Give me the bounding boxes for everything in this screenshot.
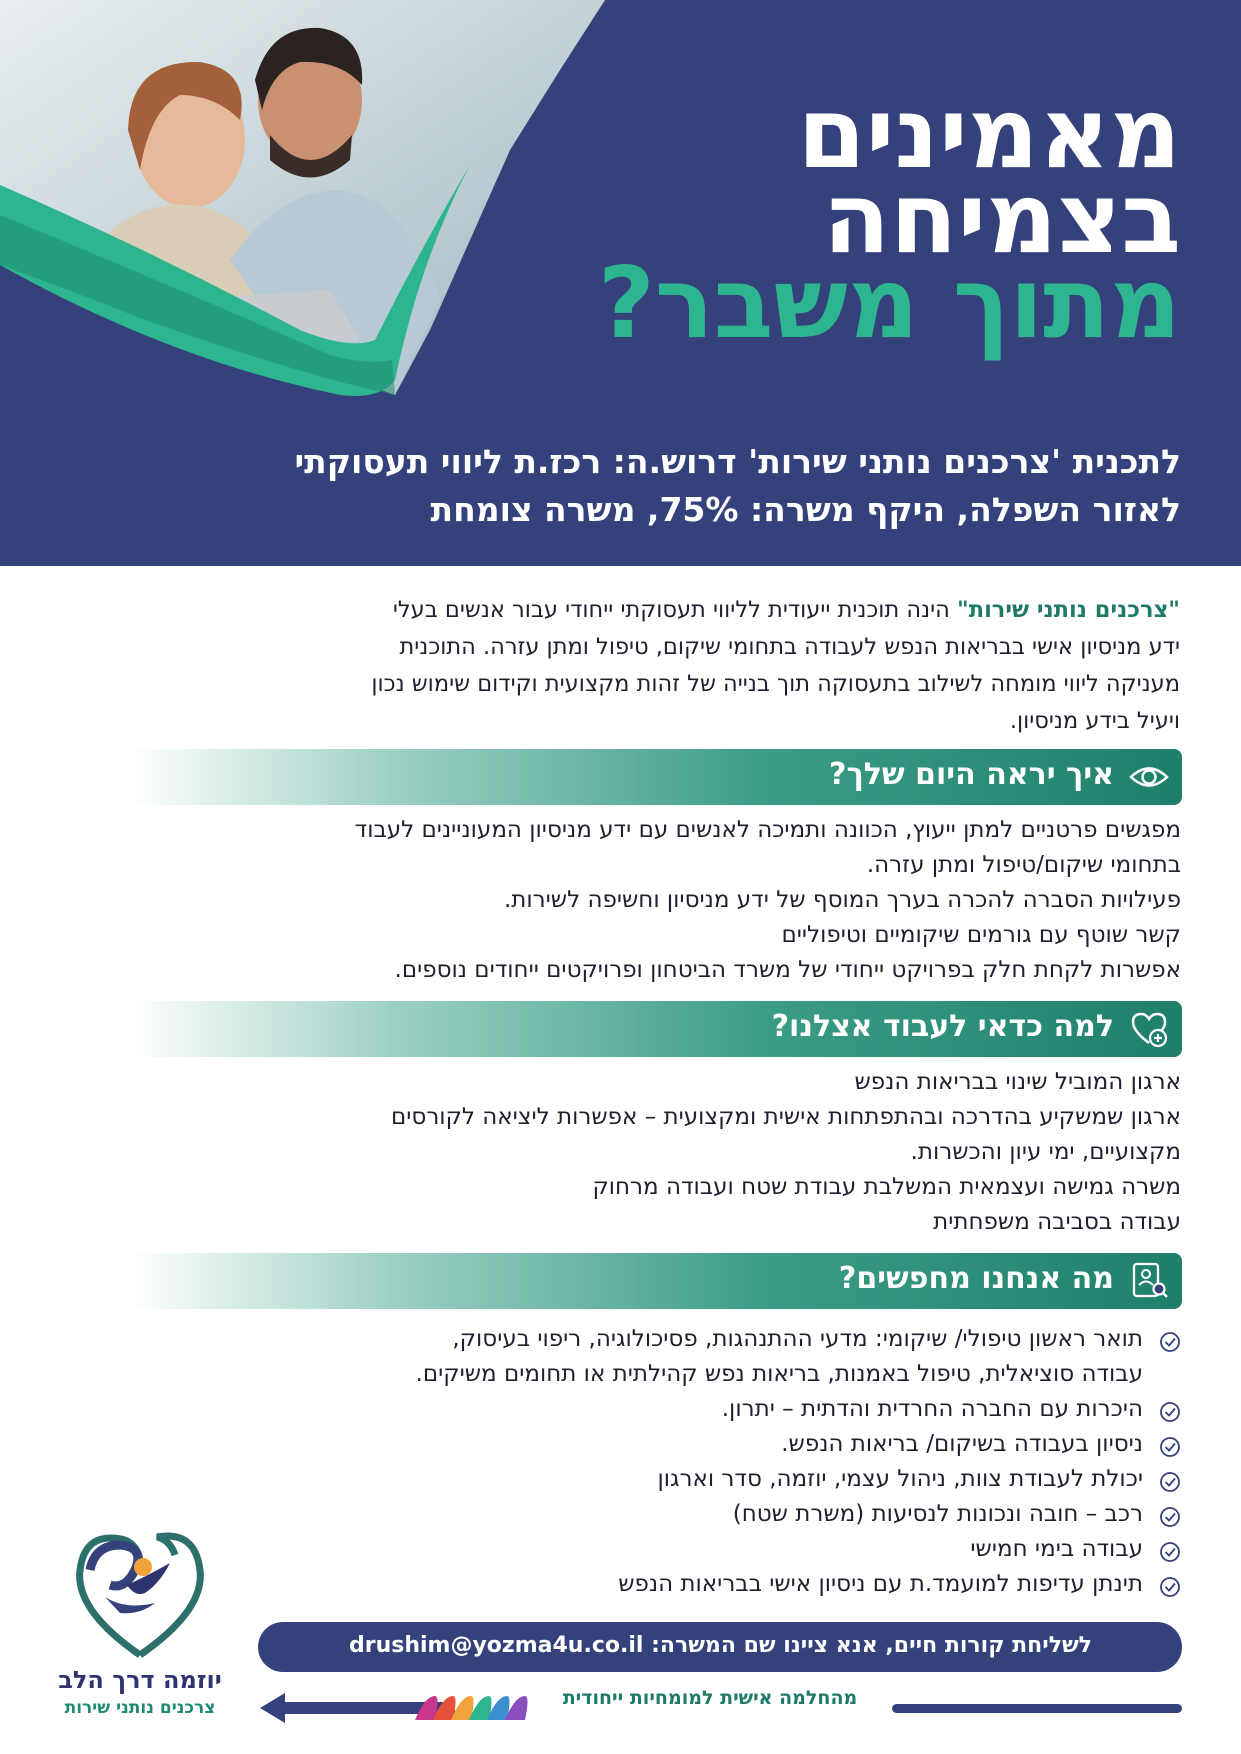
section-title-why: למה כדאי לעבוד אצלנו? xyxy=(771,1009,1114,1044)
check-circle-icon xyxy=(1159,1331,1181,1353)
check-circle-icon xyxy=(1159,1506,1181,1528)
intro-line-4: ויעיל בידע מניסיון. xyxy=(1009,708,1180,734)
requirement-item xyxy=(121,1392,1181,1427)
requirement-text: תינתן עדיפות למועמד.ת עם ניסיון אישי בבריאות הנפש xyxy=(618,1571,1143,1597)
profile-search-icon xyxy=(1128,1261,1170,1301)
heart-plus-icon xyxy=(1128,1009,1170,1049)
requirement-item xyxy=(121,1462,1181,1497)
check-circle-icon xyxy=(1159,1436,1181,1458)
requirement-text: יכולת לעבודת צוות, ניהול עצמי, יוזמה, סדר וארגון xyxy=(657,1466,1143,1492)
header-photo xyxy=(0,0,620,440)
day-line: מפגשים פרטניים למתן ייעוץ, הכוונה ותמיכה לאנשים עם ידע מניסיון המעוניינים לעבוד xyxy=(354,817,1181,843)
eye-icon xyxy=(1128,757,1170,797)
logo-subtitle: צרכנים נותני שירות xyxy=(64,1698,216,1718)
intro-line-1: "צרכנים נותני שירות" הינה תוכנית ייעודית לליווי תעסוקתי ייחודי עבור אנשים בעלי xyxy=(392,597,1180,623)
requirement-text: ניסיון בעבודה בשיקום/ בריאות הנפש. xyxy=(781,1431,1143,1457)
requirement-item xyxy=(121,1532,1181,1567)
requirement-item xyxy=(121,1497,1181,1532)
requirement-text: היכרות עם החברה החרדית והדתית – יתרון. xyxy=(721,1396,1143,1422)
title-line-2: בצמיחה xyxy=(822,162,1181,276)
day-line: פעילויות הסברה להכרה בערך המוסף של ידע מניסיון וחשיפה לשירות. xyxy=(503,887,1181,913)
section-header-day xyxy=(130,749,1182,805)
day-line: אפשרות לקחת חלק בפרויקט ייחודי של משרד הביטחון ופרויקטים ייחודים נוספים. xyxy=(394,957,1181,983)
program-name-highlight: "צרכנים נותני שירות" xyxy=(956,597,1180,623)
section-header-why xyxy=(130,1001,1182,1057)
section-header-looking xyxy=(130,1253,1182,1309)
why-line: מקצועיים, ימי עיון והכשרות. xyxy=(910,1139,1181,1165)
check-circle-icon xyxy=(1159,1576,1181,1598)
section-title-day: איך יראה היום שלך? xyxy=(829,757,1114,792)
requirements-list xyxy=(121,1322,1181,1602)
requirement-text: רכב – חובה ונכונות לנסיעות (משרת שטח) xyxy=(732,1501,1143,1527)
intro-line-2: ידע מניסיון אישי בבריאות הנפש לעבודה בתחומי שיקום, טיפול ומתן עזרה. התוכנית xyxy=(399,634,1180,660)
requirement-item xyxy=(121,1567,1181,1602)
title-line-3: מתוך משבר? xyxy=(597,247,1181,361)
section-body-why xyxy=(121,1065,1181,1240)
check-circle-icon xyxy=(1159,1471,1181,1493)
requirement-item xyxy=(121,1427,1181,1462)
why-line: ארגון שמשקיע בהדרכה ובהתפתחות אישית ומקצועית – אפשרות ליציאה לקורסים xyxy=(390,1104,1181,1130)
section-title-looking: מה אנחנו מחפשים? xyxy=(838,1261,1114,1296)
cv-contact-bar xyxy=(258,1622,1182,1672)
check-circle-icon xyxy=(1159,1401,1181,1423)
check-circle-icon xyxy=(1159,1541,1181,1563)
cv-contact-text[interactable]: לשליחת קורות חיים, אנא ציינו שם המשרה: drushim@yozma4u.co.il xyxy=(348,1633,1092,1658)
requirement-text: תואר ראשון טיפולי/ שיקומי: מדעי ההתנהגות, פסיכולוגיה, ריפוי בעיסוק, xyxy=(452,1326,1143,1352)
why-line: ארגון המוביל שינוי בבריאות הנפש xyxy=(854,1069,1181,1095)
slogan-arrow-left xyxy=(255,1688,535,1728)
subtitle-line-2: לאזור השפלה, היקף משרה: 75%, משרה צומחת xyxy=(430,490,1181,529)
day-line: בתחומי שיקום/טיפול ומתן עזרה. xyxy=(866,852,1181,878)
header-banner xyxy=(0,0,1241,566)
intro-paragraph xyxy=(140,592,1180,740)
why-line: עבודה בסביבה משפחתית xyxy=(933,1209,1181,1235)
why-line: משרה גמישה ועצמאית המשלבת עבודת שטח ועבודה מרחוק xyxy=(592,1174,1181,1200)
section-body-day xyxy=(121,813,1181,988)
subtitle-line-1: לתכנית 'צרכנים נותני שירות' דרוש.ה: רכז.ת ליווי תעסוקתי xyxy=(294,442,1181,481)
intro-line-3: מעניקה ליווי מומחה לשילוב בתעסוקה תוך בנייה של זהות מקצועית וקידום שימוש נכון xyxy=(371,671,1180,697)
requirement-item xyxy=(121,1322,1181,1392)
logo-name: יוזמה דרך הלב xyxy=(58,1666,222,1694)
slogan-text: מהחלמה אישית למומחיות ייחודית xyxy=(562,1687,858,1709)
organization-logo xyxy=(65,1515,215,1665)
requirement-text: עבודה בימי חמישי xyxy=(970,1536,1143,1562)
requirement-text-continued: עבודה סוציאלית, טיפול באמנות, בריאות נפש קהילתית או תחומים משיקים. xyxy=(415,1361,1143,1387)
title-line-1: מאמינים xyxy=(797,77,1181,191)
day-line: קשר שוטף עם גורמים שיקומיים וטיפוליים xyxy=(781,922,1181,948)
slogan-line-right xyxy=(892,1704,1182,1713)
